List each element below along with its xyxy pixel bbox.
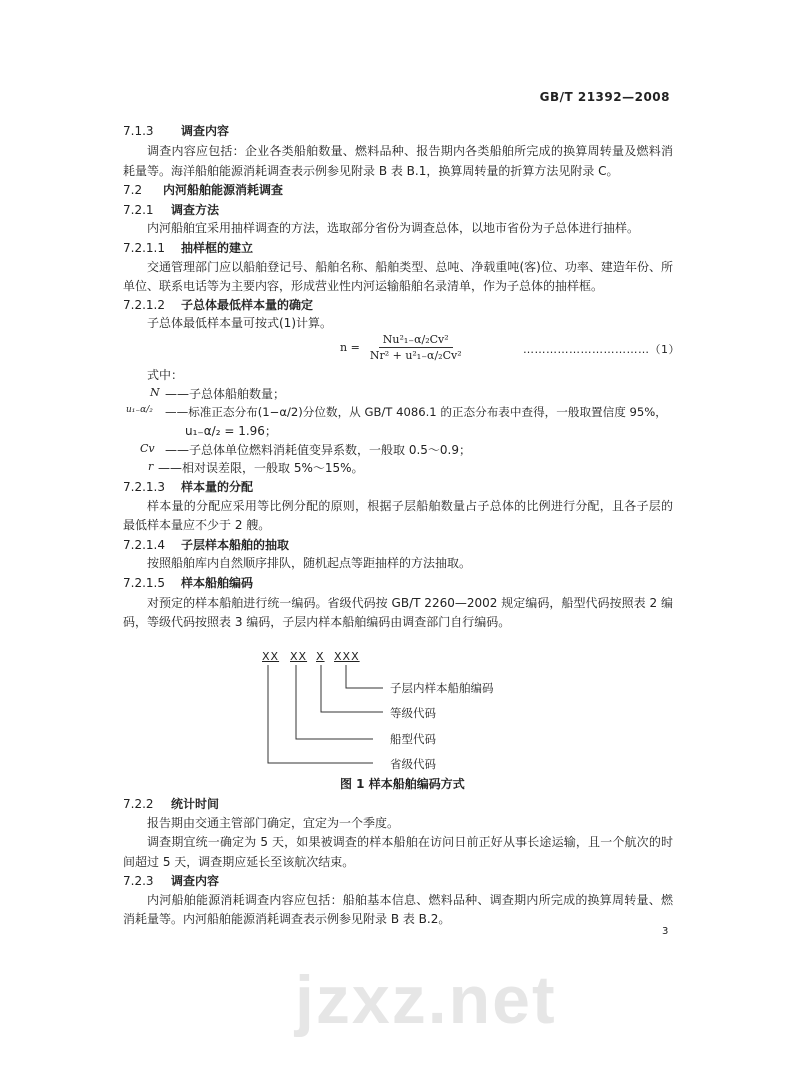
section-number: 7.2.1.5 xyxy=(123,576,165,590)
section-title: 抽样框的建立 xyxy=(181,241,254,255)
label-province: 省级代码 xyxy=(390,757,436,771)
heading-7-2-3 xyxy=(123,873,673,889)
def-symbol: N xyxy=(150,386,160,399)
section-number: 7.2 xyxy=(123,183,143,197)
section-title: 内河船舶能源消耗调查 xyxy=(163,183,284,197)
def-text: ——相对误差限，一般取 5%～15%。 xyxy=(158,461,364,475)
section-number: 7.2.1.3 xyxy=(123,480,165,494)
section-number: 7.2.1.4 xyxy=(123,538,165,552)
section-number: 7.2.1.1 xyxy=(123,241,165,255)
page-number: 3 xyxy=(662,926,669,937)
section-title: 统计时间 xyxy=(171,797,220,811)
formula-denominator: Nr² + u²₁₋α/₂Cv² xyxy=(369,349,462,362)
connector-ship-type xyxy=(296,665,373,739)
section-title: 调查方法 xyxy=(171,203,220,217)
paragraph: 按照船舶库内自然顺序排队，随机起点等距抽样的方法抽取。 xyxy=(147,556,472,570)
def-text: ——子总体船舶数量； xyxy=(165,387,286,401)
code-grade: X xyxy=(316,650,325,663)
section-title: 样本量的分配 xyxy=(181,480,254,494)
def-text: u₁₋α/₂ = 1.96； xyxy=(185,424,277,438)
section-title: 调查内容 xyxy=(181,124,230,138)
paragraph: 交通管理部门应以船舶登记号、船舶名称、船舶类型、总吨、净载重吨(客)位、功率、建造年份、所 xyxy=(147,260,673,274)
paragraph: 调查期宜统一确定为 5 天，如果被调查的样本船舶在访问日前正好从事长途运输，且一个航次的时 xyxy=(147,835,673,849)
paragraph: 内河船舶能源消耗调查内容应包括：船舶基本信息、燃料品种、调查期内所完成的换算周转量、燃 xyxy=(147,893,673,907)
paragraph: 消耗量等。内河船舶能源消耗调查表示例参见附录 B 表 B.2。 xyxy=(123,912,451,926)
paragraph: 报告期由交通主管部门确定，宜定为一个季度。 xyxy=(147,816,400,830)
formula-lhs: n = xyxy=(340,341,360,354)
where-label: 式中： xyxy=(147,368,184,382)
paragraph: 单位、联系电话等为主要内容，形成营业性内河运输船舶名录清单，作为子总体的抽样框。 xyxy=(123,279,604,293)
paragraph: 码，等级代码按照表 3 编码，子层内样本船舶编码由调查部门自行编码。 xyxy=(123,615,511,629)
formula-numerator: Nu²₁₋α/₂Cv² xyxy=(379,333,453,348)
paragraph: 调查内容应包括：企业各类船舶数量、燃料品种、报告期内各类船舶所完成的换算周转量及燃料消 xyxy=(147,144,673,158)
section-number: 7.2.3 xyxy=(123,874,154,888)
figure-caption: 图 1 样本船舶编码方式 xyxy=(340,777,465,791)
paragraph: 间超过 5 天，调查期应延长至该航次结束。 xyxy=(123,855,355,869)
def-text: ——标准正态分布(1−α/2)分位数，从 GB/T 4086.1 的正态分布表中查得，一般取置信度 95%， xyxy=(165,405,667,419)
paragraph: 内河船舶宜采用抽样调查的方法，选取部分省份为调查总体，以地市省份为子总体进行抽样。 xyxy=(147,221,640,235)
label-sample-number: 子层内样本船舶编码 xyxy=(390,681,494,695)
section-title: 调查内容 xyxy=(171,874,220,888)
section-title: 样本船舶编码 xyxy=(181,576,254,590)
code-ship-type: XX xyxy=(290,650,308,663)
def-symbol: Cv xyxy=(140,442,155,455)
standard-number-header: GB/T 21392—2008 xyxy=(539,90,670,104)
section-number: 7.1.3 xyxy=(123,124,154,138)
section-title: 子总体最低样本量的确定 xyxy=(181,298,314,312)
paragraph: 子总体最低样本量可按式(1)计算。 xyxy=(147,316,332,330)
heading-7-2-2 xyxy=(123,796,673,812)
equation-number: ……………………………（1） xyxy=(523,343,680,356)
paragraph: 耗量等。海洋船舶能源消耗调查表示例参见附录 B 表 B.1，换算周转量的折算方法见附录 C。 xyxy=(123,164,619,178)
paragraph: 对预定的样本船舶进行统一编码。省级代码按 GB/T 2260—2002 规定编码，船型代码按照表 2 编 xyxy=(147,596,673,610)
watermark: jzxz.net xyxy=(295,962,557,1038)
section-title: 子层样本船舶的抽取 xyxy=(181,538,290,552)
def-text: ——子总体单位燃料消耗值变异系数，一般取 0.5～0.9； xyxy=(165,443,471,457)
def-symbol: r xyxy=(148,460,154,473)
section-number: 7.2.2 xyxy=(123,797,154,811)
paragraph: 最低样本量应不少于 2 艘。 xyxy=(123,518,271,532)
code-province: XX xyxy=(262,650,280,663)
paragraph: 样本量的分配应采用等比例分配的原则，根据子层船舶数量占子总体的比例进行分配，且各子层的 xyxy=(147,499,673,513)
section-number: 7.2.1.2 xyxy=(123,298,165,312)
section-number: 7.2.1 xyxy=(123,203,154,217)
label-ship-type: 船型代码 xyxy=(390,732,436,746)
connector-sample-number xyxy=(346,665,383,688)
label-grade: 等级代码 xyxy=(390,706,436,720)
code-sample-number: XXX xyxy=(334,650,360,663)
def-symbol: u₁₋α/₂ xyxy=(126,405,153,415)
